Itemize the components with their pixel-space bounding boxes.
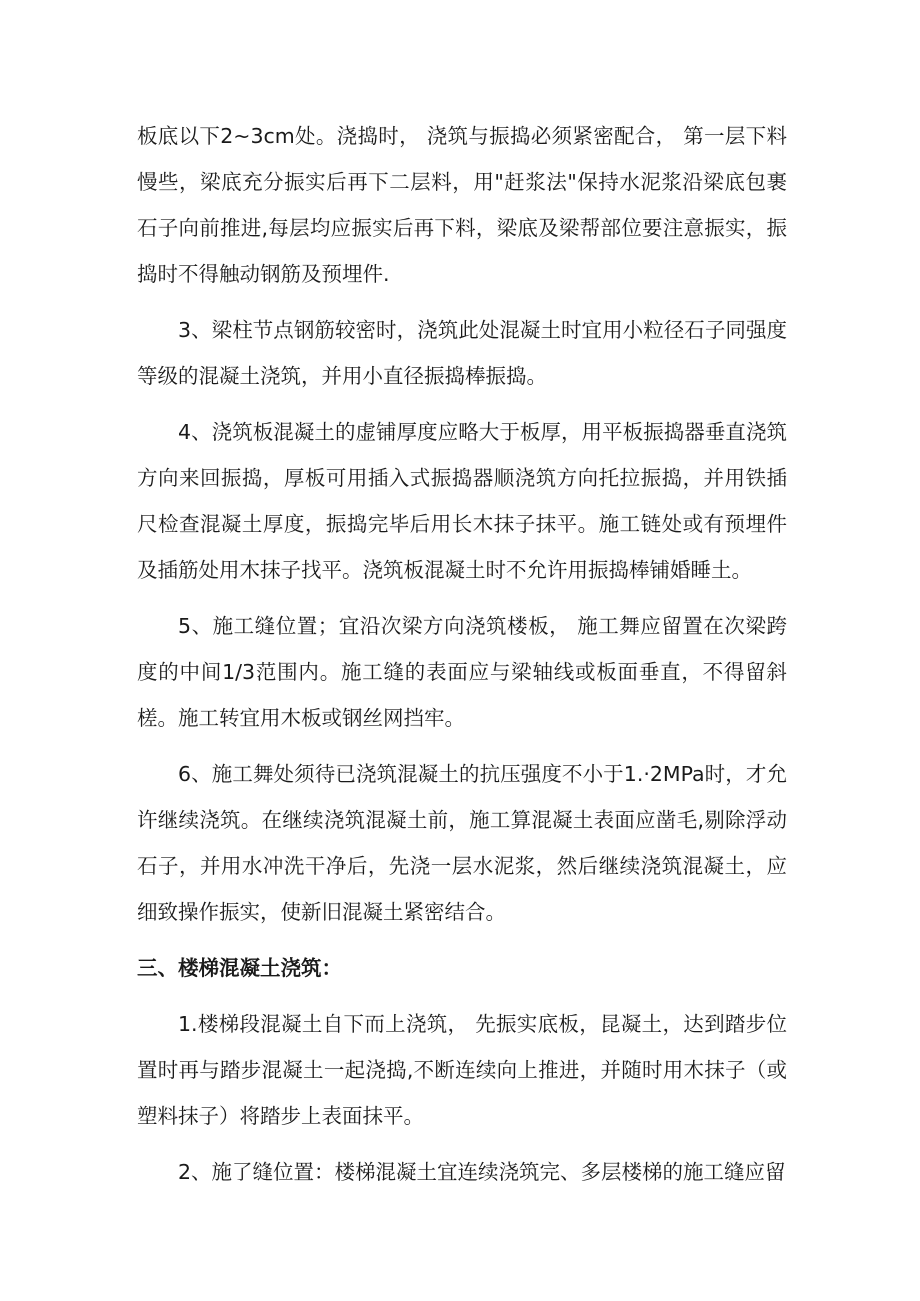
- paragraph-item-4: 4、浇筑板混凝土的虚铺厚度应略大于板厚，用平板振捣器垂直浇筑方向来回振捣，厚板可用插入式振捣器顺浇筑方向托拉振捣，并用铁插尺检查混凝土厚度，振捣完毕后用长木抹子抹平。施工链处或有预埋件及插筋处用木抹子找平。浇筑板混凝土时不允许用振捣棒铺婚睡土。: [137, 420, 787, 582]
- paragraph-continuation: 板底以下2~3cm处。浇捣时， 浇筑与振捣必须紧密配合， 第一层下料慢些，梁底充分振实后再下二层料，用"赶浆法"保持水泥浆沿梁底包裹石子向前推进,每层均应振实后再下料，梁底及梁帮部位要注意振实，振捣时不得触动钢筋及预埋件.: [137, 124, 787, 286]
- document-body: [137, 113, 787, 1205]
- paragraph-stair-item-2: 2、施了缝位置：楼梯混凝土宜连续浇筑完、多层楼梯的施工缝应留: [178, 1160, 786, 1184]
- section-heading: 三、楼梯混凝土浇筑：: [137, 956, 342, 980]
- paragraph-item-3: 3、梁柱节点钢筋较密时，浇筑此处混凝土时宜用小粒径石子同强度等级的混凝土浇筑，并用小直径振捣棒振捣。: [137, 318, 787, 388]
- paragraph-item-5: 5、施工缝位置；宜沿次梁方向浇筑楼板， 施工舞应留置在次梁跨度的中间1/3范围内。施工缝的表面应与梁轴线或板面垂直，不得留斜槎。施工转宜用木板或钢丝网挡牢。: [137, 614, 787, 730]
- paragraph-item-6: 6、施工舞处须待已浇筑混凝土的抗压强度不小于1.·2MPa时，才允许继续浇筑。在继续浇筑混凝土前，施工算混凝土表面应凿毛,剔除浮动石子，并用水冲洗干净后，先浇一层水泥浆，然后继续浇筑混凝土，应细致操作振实，使新旧混凝土紧密结合。: [137, 762, 787, 924]
- paragraph-stair-item-1: 1.楼梯段混凝土自下而上浇筑， 先振实底板，昆凝土，达到踏步位置时再与踏步混凝土一起浇捣,不断连续向上推进，并随时用木抹子（或塑料抹子）将踏步上表面抹平。: [137, 1012, 787, 1128]
